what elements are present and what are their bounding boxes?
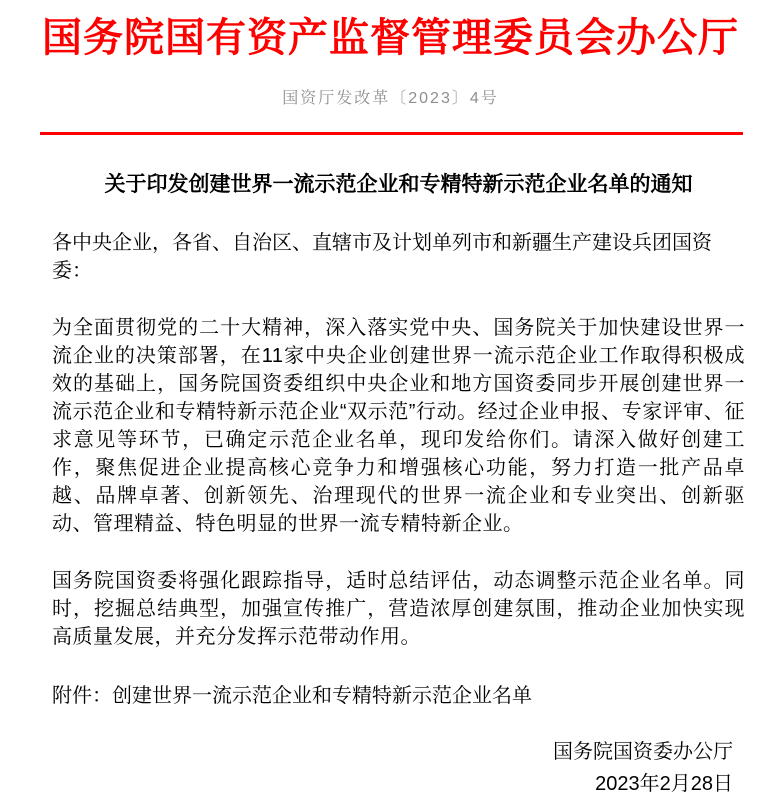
notice-title: 关于印发创建世界一流示范企业和专精特新示范企业名单的通知 — [104, 173, 693, 196]
issue-date: 2023年2月28日 — [595, 773, 733, 795]
attachment-line: 附件：创建世界一流示范企业和专精特新示范企业名单 — [52, 685, 532, 707]
issuing-office-signature: 国务院国资委办公厅 — [553, 741, 733, 763]
agency-title: 国务院国有资产监督管理委员会办公厅 — [42, 15, 739, 60]
red-divider-rule — [40, 132, 743, 135]
document-number: 国资厅发改革〔2023〕4号 — [282, 90, 499, 107]
body-paragraph-1: 为全面贯彻党的二十大精神，深入落实党中央、国务院关于加快建设世界一流企业的决策部署，在11家中央企业创建世界一流示范企业工作取得积极成效的基础上，国务院国资委组织中央企业和地方国资委同步开展创建世界一流示范企业和专精特新示范企业“双示范”行动。经过企业申报、专家评审、征求意见等环节，已确定示范企业名单，现印发给你们。请深入做好创建工作，聚焦促进企业提高核心竞争力和增强核心功能，努力打造一批产品卓越、品牌卓著、创新领先、治理现代的世界一流企业和专业突出、创新驱动、管理精益、特色明显的世界一流专精特新企业。 — [52, 317, 745, 535]
signature-block — [52, 738, 733, 798]
letterhead — [0, 14, 781, 135]
salutation-line: 各中央企业，各省、自治区、直辖市及计划单列市和新疆生产建设兵团国资委： — [52, 232, 712, 282]
body-paragraph-2: 国务院国资委将强化跟踪指导，适时总结评估，动态调整示范企业名单。同时，挖掘总结典型，加强宣传推广，营造浓厚创建氛围，推动企业加快实现高质量发展，并充分发挥示范带动作用。 — [52, 570, 745, 648]
notice-body — [0, 171, 781, 798]
document-page — [0, 14, 781, 795]
